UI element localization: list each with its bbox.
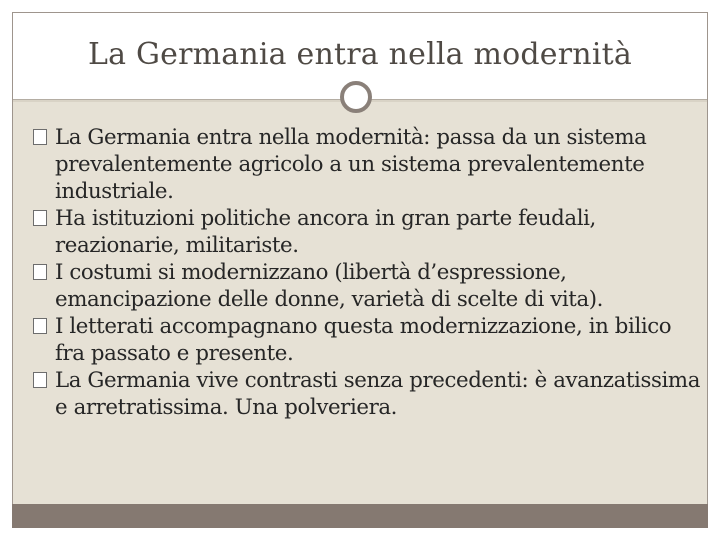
slide-title: La Germania entra nella modernità [88,37,632,72]
bullet-item [33,367,705,421]
bullet-item [33,259,705,313]
bullet-text: La Germania vive contrasti senza precedenti: è avanzatissima e arretratissima. Una polveriera. [55,368,701,420]
bullet-item [33,205,705,259]
circle-ornament-icon [340,81,372,113]
slide [12,12,708,528]
bullet-text: La Germania entra nella modernità: passa da un sistema prevalentemente agricolo a un sistema prevalentemente industriale. [55,125,647,204]
bullet-box-icon [33,372,47,388]
bullet-list [33,124,705,421]
bullet-item [33,124,705,205]
bullet-text: I letterati accompagnano questa modernizzazione, in bilico fra passato e presente. [55,314,672,366]
bullet-box-icon [33,129,47,145]
bullet-text: Ha istituzioni politiche ancora in gran parte feudali, reazionarie, militariste. [55,206,596,258]
bullet-box-icon [33,264,47,280]
bullet-text: I costumi si modernizzano (libertà d’espressione, emancipazione delle donne, varietà di scelte di vita). [55,260,604,312]
footer-bar [12,504,708,528]
bullet-box-icon [33,318,47,334]
bullet-item [33,313,705,367]
bullet-box-icon [33,210,47,226]
